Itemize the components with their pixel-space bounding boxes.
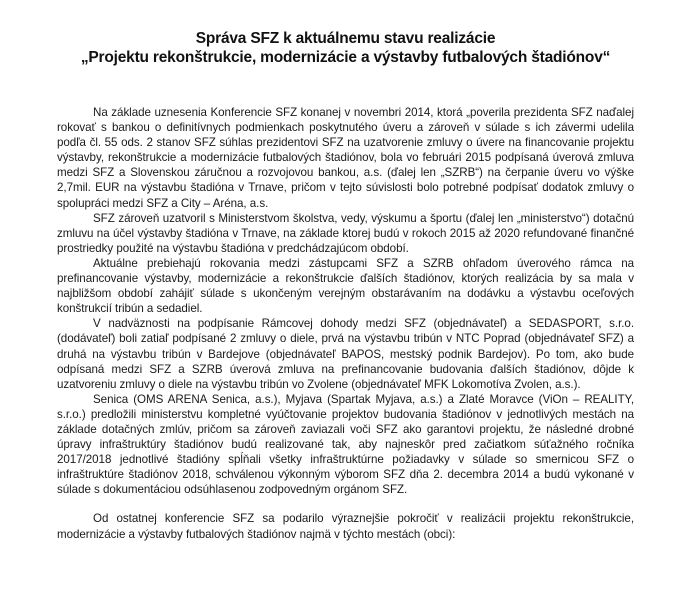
paragraph-ministry-subsidy: SFZ zároveň uzatvoril s Ministerstvom školstva, vedy, výskumu a športu (ďalej len „ministerstvo“) dotačnú zmluvu na účel výstavby štadióna v Trnave, na základe ktorej budú v rokoch 2015 až 2020 refundované finančné prostriedky použité na výstavbu štadióna v predchádzajúcom období. [57,211,634,255]
title-line-2: „Projektu rekonštrukcie, modernizácie a výstavby futbalových štadiónov“ [80,49,611,66]
paragraph-sedasport-contracts: V nadväznosti na podpísanie Rámcovej dohody medzi SFZ (objednávateľ) a SEDASPORT, s.r.o. (dodávateľ) boli zatiaľ podpísané 2 zmluvy o diele, prvá na výstavbu tribún v NTC Poprad (objednávateľ SFZ) a druhá na výstavbu tribún v Bardejove (objednávateľ BAPOS, mestský podnik Bardejov). Po tom, ako bude odpísaná medzi SFZ a SZRB úverová zmluva na prefinancovanie budovania ďalších štadiónov, dôjde k uzatvoreniu zmluvy o diele na výstavbu tribún vo Zvolene (objednávateľ MFK Lokomotíva Zvolen, a.s.). [57,317,634,391]
paragraph-szrb-negotiations: Aktuálne prebiehajú rokovania medzi zástupcami SFZ a SZRB ohľadom úverového rámca na prefinancovanie výstavby, modernizácie a rekonštrukcie ďalších štadiónov, ktorých realizácia by sa mala v najbližšom období zahájiť súlade s ukončeným verejným obstarávaním na dodávku a výstavbu oceľových konštrukcií tribún a sedadiel. [57,256,634,316]
document-title [57,29,634,67]
paragraph-loan-agreement: Na základe uznesenia Konferencie SFZ konanej v novembri 2014, ktorá „poverila prezidenta SFZ naďalej rokovať s bankou o definitívnych podmienkach poskytnutého úveru a zároveň v súlade s ich závermi udelila podľa čl. 55 ods. 2 stanov SFZ súhlas prezidentovi SFZ na uzatvorenie zmluvy o úvere na financovanie projektu výstavby, rekonštrukcie a modernizácie futbalových štadiónov, bola vo februári 2015 podpísaná úverová zmluva medzi SFZ a Slovenskou záručnou a rozvojovou bankou, a.s. (ďalej len „SZRB“) na čerpanie úveru vo výške 2,7mil. EUR na výstavbu štadióna v Trnave, pričom v tejto súvislosti bolo potrebné podpísať dodatok zmluvy o spolupráci medzi SFZ a City – Aréna, a.s. [57,106,634,210]
document-body [57,105,634,542]
paragraph-progress-cities: Od ostatnej konferencie SFZ sa podarilo výraznejšie pokročiť v realizácii projektu rekonštrukcie, modernizácie a výstavby futbalových štadiónov najmä v týchto mestách (obci): [57,512,634,541]
document-page [57,0,634,542]
title-line-1: Správa SFZ k aktuálnemu stavu realizácie [195,30,496,47]
paragraph-stadium-settlements: Senica (OMS ARENA Senica, a.s.), Myjava (Spartak Myjava, a.s.) a Zlaté Moravce (ViOn – REALITY, s.r.o.) predložili ministerstvu kompletné vyúčtovanie projektov budovania štadiónov v jednotlivých mestách na základe dotačných zmlúv, pričom sa zároveň zaviazali voči SFZ ako garantovi projektu, že následné drobné úpravy infraštruktúry štadiónov budú realizované tak, aby najneskôr pred začiatkom súťažného ročníka 2017/2018 jednotlivé štadióny spĺňali všetky infraštruktúrne požiadavky v súlade so smernicou SFZ o infraštruktúre štadiónov 2018, schválenou výkonným výborom SFZ dňa 2. decembra 2014 a budú vykonané v súlade s dokumentáciou odsúhlasenou zodpovedným orgánom SFZ. [57,392,634,497]
